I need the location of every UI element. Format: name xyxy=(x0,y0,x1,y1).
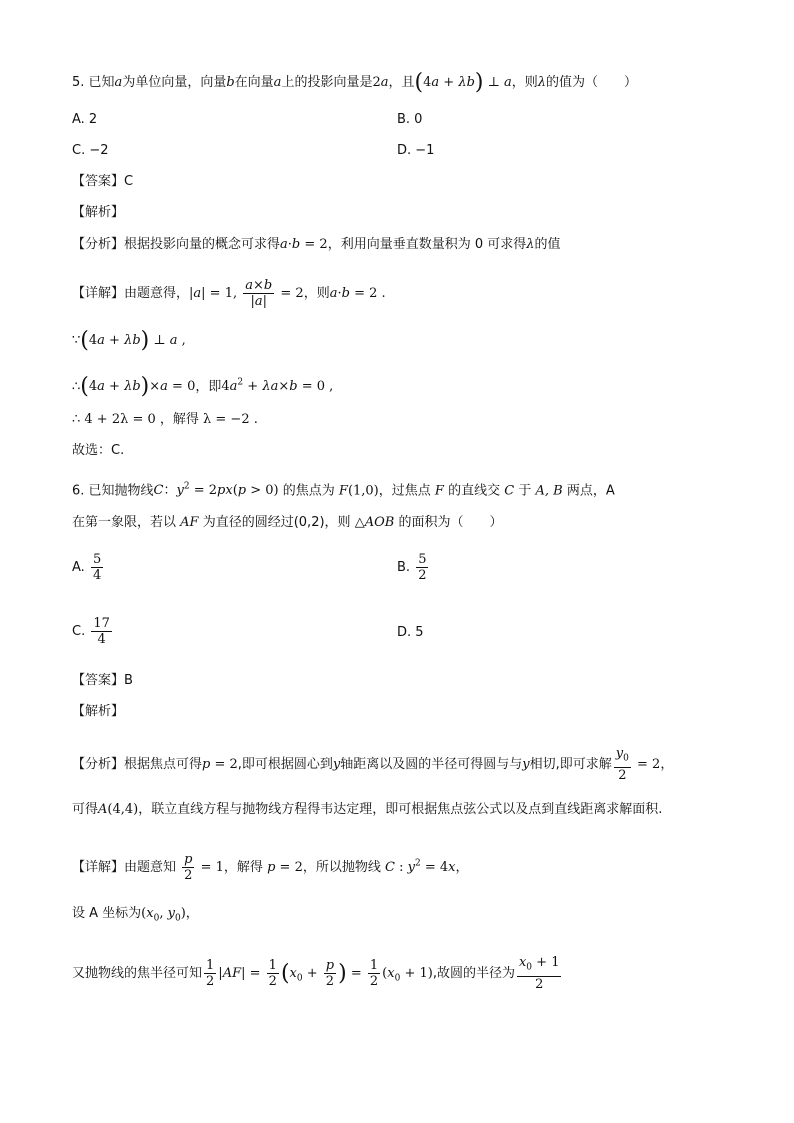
q5-stem-text: 为单位向量，向量 xyxy=(122,75,227,90)
q5-step-text: ，即 xyxy=(195,379,222,395)
q6-fenxi-text: ，联立直线方程与抛物线方程得韦达定理，即可根据焦点弦公式以及点到直线距离求解面积. xyxy=(138,802,663,817)
math-perp-condition: (4a + λb) ⊥ a xyxy=(414,70,512,95)
math-triangle-AOB: △AOB xyxy=(354,515,395,530)
q5-step-text: ∵ xyxy=(72,333,81,348)
q6-fenxi xyxy=(72,746,673,783)
q5-stem-text: 上的投影向量是 xyxy=(281,75,373,90)
q6-xiangjie-text: ， xyxy=(455,860,469,875)
math-perp-condition: (4a + λb) ⊥ a , xyxy=(80,328,186,353)
q6-option-label: A. xyxy=(72,560,85,575)
q5-step1 xyxy=(72,328,186,353)
math-focus: F(1,0) xyxy=(338,483,379,499)
q6-xiangjie-text: ，所以抛物线 xyxy=(302,860,381,875)
q6-stem-text: 于 xyxy=(518,483,532,499)
math-p-2: p = 2 xyxy=(202,756,238,772)
q6-option-label: B. xyxy=(397,560,411,575)
q6-focal-text: ,故圆的半径为 xyxy=(432,965,515,981)
q6-option-a xyxy=(72,552,105,583)
q6-stem-text: 6. 已知抛物线 xyxy=(72,483,154,499)
math-lambda: λ xyxy=(526,237,535,252)
q6-stem-text: 的面积为（ ） xyxy=(398,515,503,530)
q5-stem-text: 的值为（ ） xyxy=(546,75,638,90)
q5-step-text: ∴ xyxy=(72,379,81,395)
vec-a: a xyxy=(114,75,123,90)
math-x0y0: ($x_0$, $y_0$) xyxy=(141,906,186,924)
math-p-2: p = 2 xyxy=(267,860,303,875)
q6-fenxi-text: 轴距离以及圆的半径可得圆与与 xyxy=(340,756,523,772)
q5-analysis-label: 【解析】 xyxy=(72,205,125,220)
q6-analysis-label: 【解析】 xyxy=(72,704,125,719)
q5-stem-text: ，且 xyxy=(388,75,415,90)
q6-focal-text: 又抛物线的焦半径可知 xyxy=(72,965,203,981)
math-F: F xyxy=(434,483,444,499)
q6-fenxi-text: 【分析】根据焦点可得 xyxy=(72,756,203,772)
math-A44: A(4,4) xyxy=(98,802,139,817)
q5-stem-text: 5. 已知 xyxy=(72,75,115,90)
math-parabola: C：$y^2 = 2px(p > 0)$ xyxy=(153,482,279,499)
q5-xiangjie-text: 【详解】由题意得， xyxy=(72,286,190,301)
vec-b: b xyxy=(226,75,235,90)
math-17-4: $\frac{17}{4}$ xyxy=(93,616,110,647)
q6-set-A xyxy=(72,905,199,928)
q6-stem xyxy=(72,478,615,500)
q5-stem-text: 在向量 xyxy=(234,75,274,90)
q5-stem xyxy=(72,70,638,95)
math-y: y xyxy=(522,756,530,772)
math-AB: A, B xyxy=(535,483,563,499)
q5-xiangjie-text: ，则 xyxy=(303,286,330,301)
q6-fenxi-line2 xyxy=(72,801,662,819)
q5-answer: 【答案】C xyxy=(72,174,134,189)
math-2a: 2a xyxy=(372,75,389,90)
q5-stem-text: ，则 xyxy=(511,75,538,90)
q6-xiangjie xyxy=(72,852,469,883)
q6-stem-text: 在第一象限，若以 xyxy=(72,515,177,530)
q6-option-b xyxy=(397,552,430,583)
q5-fenxi xyxy=(72,236,561,254)
q6-stem-text: 两点，A xyxy=(566,483,615,499)
q6-fenxi-text: ， xyxy=(660,756,674,772)
math-p-over-2: $\frac{p}{2}$ = 1 xyxy=(184,852,224,883)
q6-xiangjie-text: ，解得 xyxy=(223,860,263,875)
q5-choose: 故选：C. xyxy=(72,443,125,458)
q5-fenxi-text: 【分析】根据投影向量的概念可求得 xyxy=(72,237,281,252)
math-expand: $4a^2 + \lambda a\times b = 0$ , xyxy=(221,378,334,395)
q5-fenxi-text: 的值 xyxy=(534,237,561,252)
math-parabola-4x: C : $y^2 = 4x$ xyxy=(385,858,456,875)
math-C: C xyxy=(504,483,515,499)
q6-fenxi-text: 可得 xyxy=(72,802,99,817)
q5-option-d: D. −1 xyxy=(397,143,435,158)
math-5-2: $\frac{5}{2}$ xyxy=(418,552,427,583)
q5-fenxi-text: ，利用向量垂直数量积为 0 可求得 xyxy=(327,237,527,252)
math-lambda: λ xyxy=(537,75,547,90)
q6-stem-text: 的直线交 xyxy=(448,483,501,499)
math-dot-zero: (4a + λb)×a = 0 xyxy=(80,374,196,400)
q6-xiangjie-text: 【详解】由题意知 xyxy=(72,860,177,875)
math-radius: $\frac{x_0 + 1}{2}$ xyxy=(518,955,560,992)
math-given: |a| = 1, $\frac{a\times b}{|a|}$ = 2 xyxy=(189,278,304,309)
math-focal-expr: $\frac{1}{2}$ |AF| = $\frac{1}{2}$ ($x_0$ + $\frac{p}{2}$ ) = $\frac{1}{2}$ $(x_0 + 1)$ xyxy=(206,957,433,989)
q6-stem-text: ，过焦点 xyxy=(378,483,431,499)
q6-option-d: D. 5 xyxy=(397,625,424,640)
q5-step3: ∴ 4 + 2λ = 0 ，解得 λ = −2 . xyxy=(72,412,258,427)
q6-stem-text: 的焦点为 xyxy=(282,483,335,499)
q5-option-a: A. 2 xyxy=(72,112,98,127)
q6-fenxi-text: 相切,即可求解 xyxy=(529,756,612,772)
math-5-4: $\frac{5}{4}$ xyxy=(92,552,102,583)
q6-option-c xyxy=(72,616,114,647)
q6-fenxi-text: ,即可根据圆心到 xyxy=(237,756,333,772)
q5-option-b: B. 0 xyxy=(397,112,423,127)
vec-a: a xyxy=(273,75,282,90)
q5-xiangjie xyxy=(72,278,386,309)
math-dot-2: a·b = 2 xyxy=(280,237,328,252)
math-dot-2: a·b = 2 . xyxy=(329,286,386,301)
math-y0-over-2: $\frac{y_0}{2}$ = 2 xyxy=(615,746,661,783)
q6-answer: 【答案】B xyxy=(72,673,133,688)
q5-option-c: C. −2 xyxy=(72,143,109,158)
q6-set-text: ， xyxy=(185,906,199,921)
q6-stem-text: 为直径的圆经过(0,2)，则 xyxy=(202,515,351,530)
q6-stem-line2 xyxy=(72,514,502,532)
q6-set-text: 设 A 坐标为 xyxy=(72,906,142,921)
math-AF: AF xyxy=(180,515,199,530)
q6-focal-radius xyxy=(72,955,563,992)
math-y: y xyxy=(332,756,341,772)
q6-option-label: C. xyxy=(72,624,86,639)
q5-step2 xyxy=(72,374,334,400)
